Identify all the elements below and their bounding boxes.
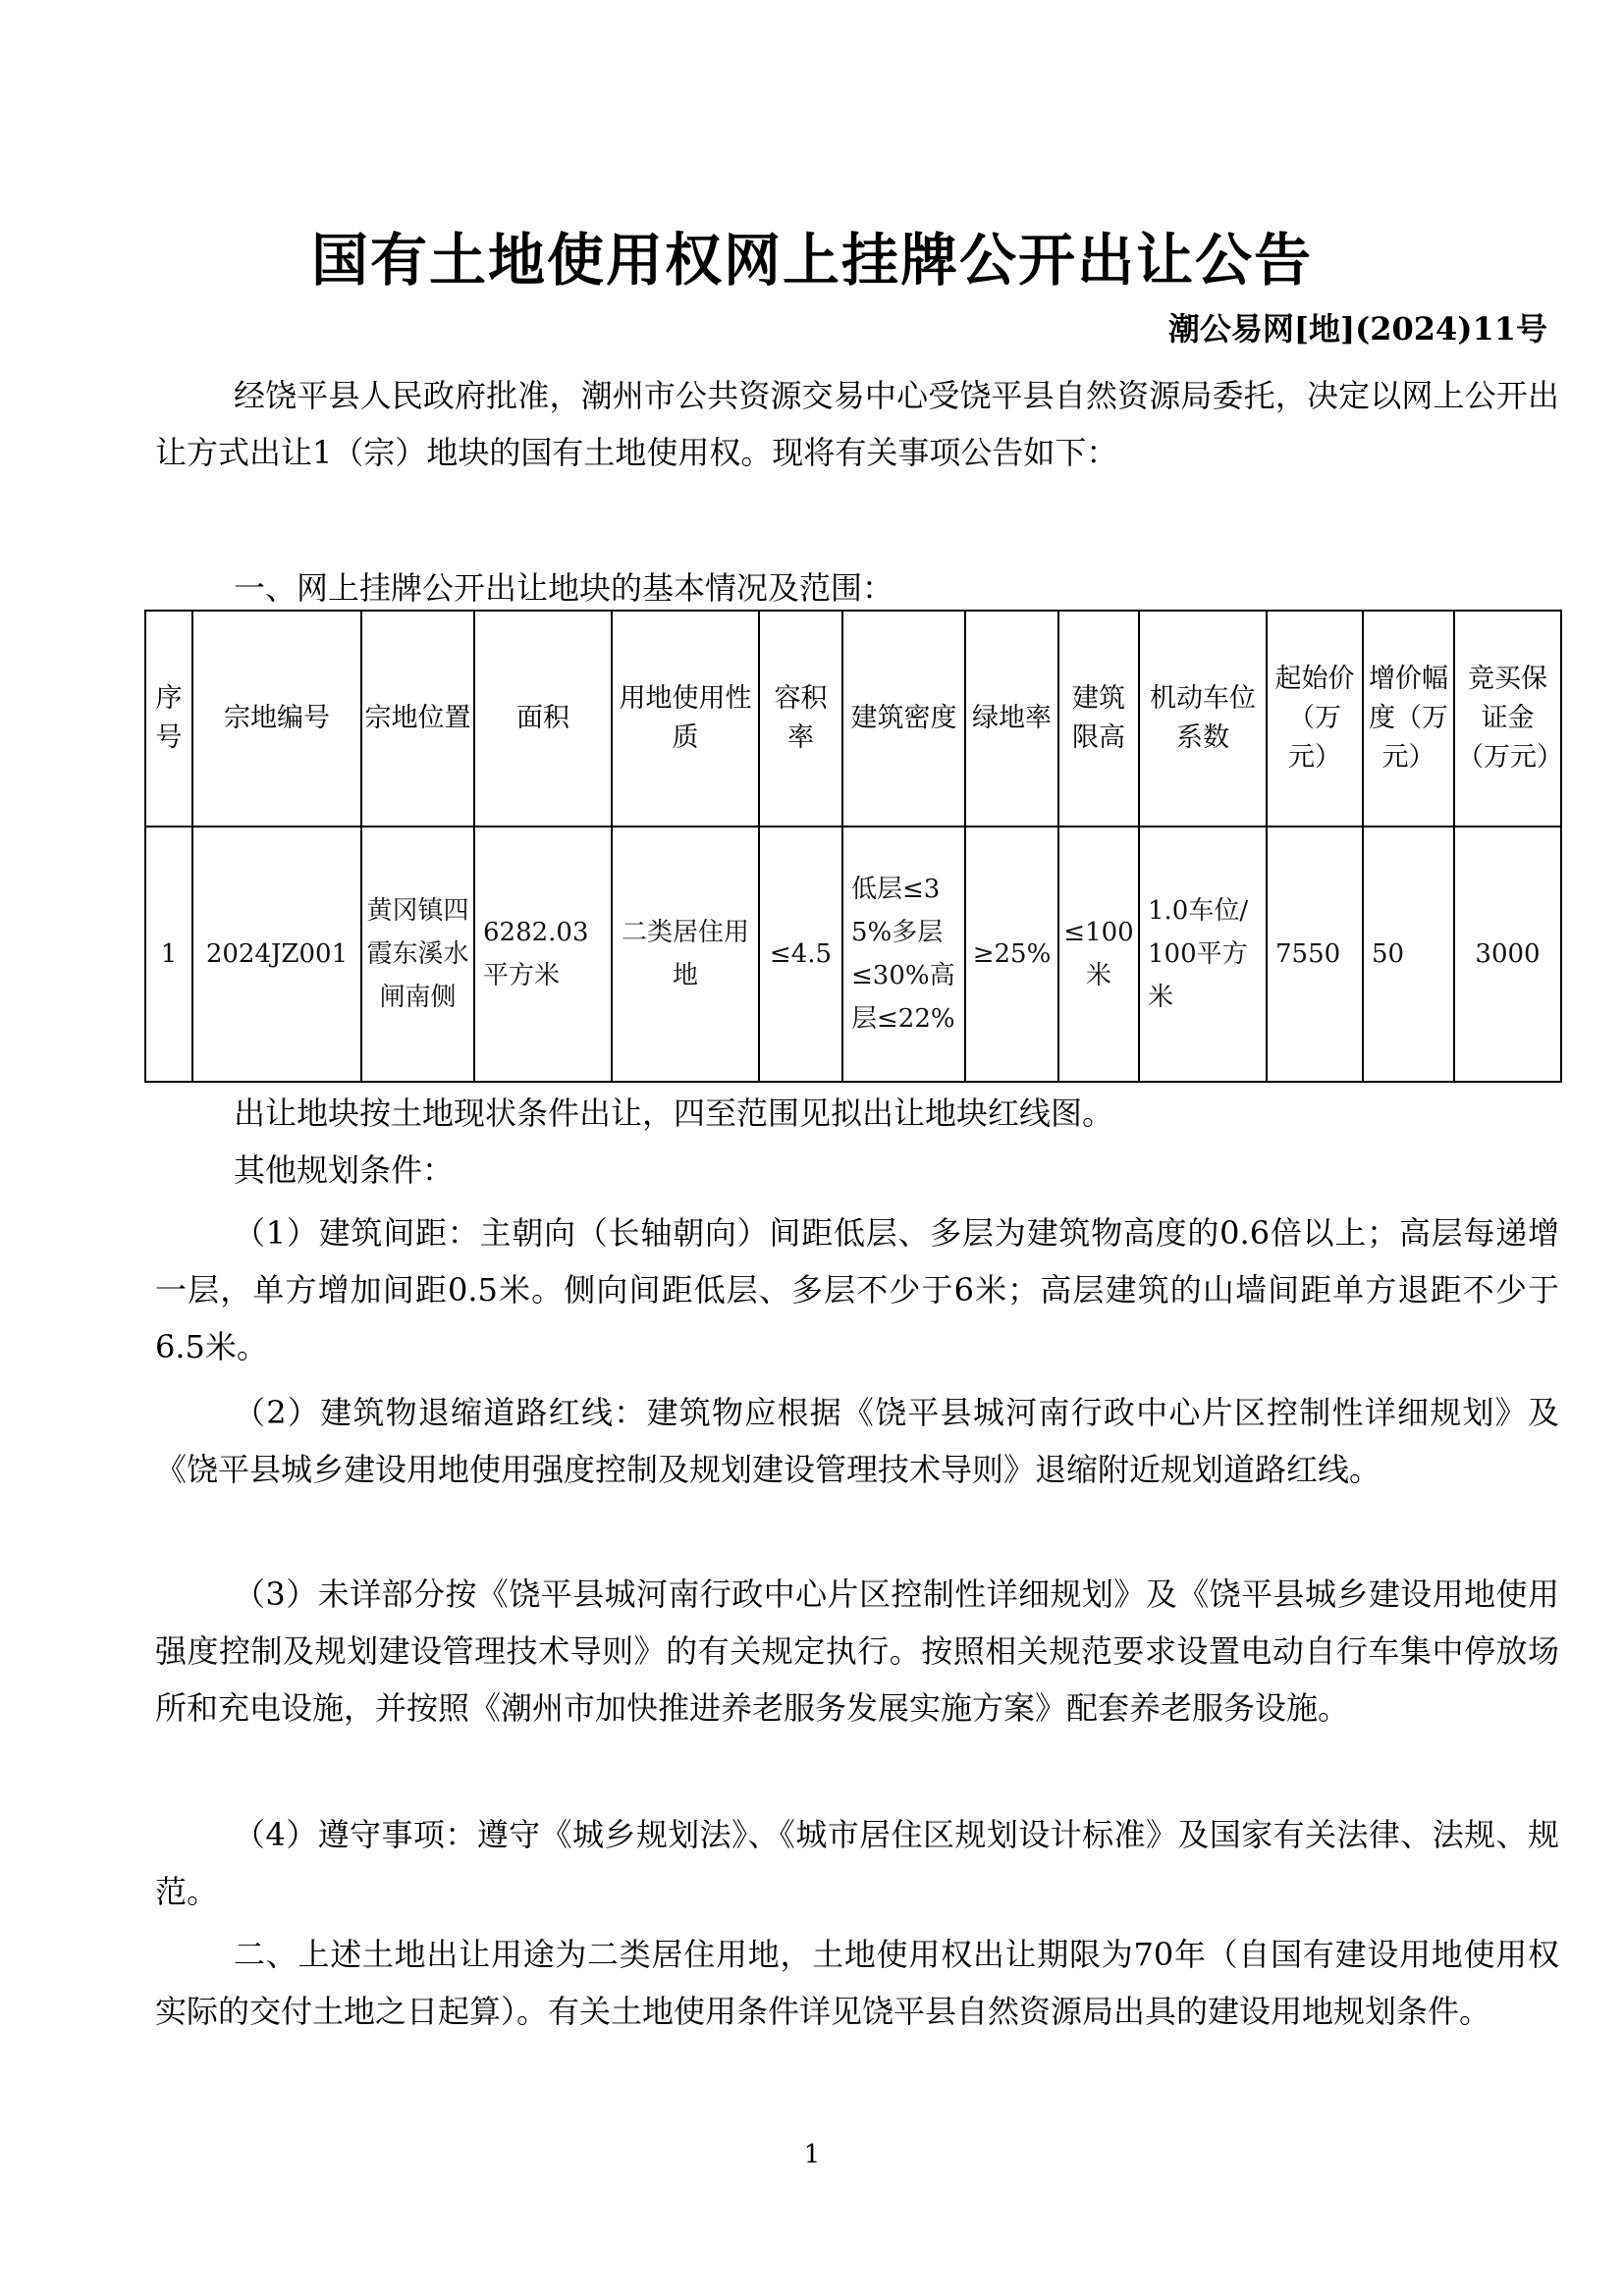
header-area: 面积 bbox=[474, 611, 612, 827]
cell-code: 2024JZ001 bbox=[192, 827, 361, 1082]
cell-density: 低层≤35%多层≤30%高层≤22% bbox=[842, 827, 965, 1082]
condition-2-setback: （2）建筑物退缩道路红线：建筑物应根据《饶平县城河南行政中心片区控制性详细规划》及《饶平县城乡建设用地使用强度控制及规划建设管理技术导则》退缩附近规划道路红线。 bbox=[155, 1394, 1559, 1488]
page-title: 国有土地使用权网上挂牌公开出让公告 bbox=[310, 227, 1313, 294]
condition-3-other: （3）未详部分按《饶平县城河南行政中心片区控制性详细规划》及《饶平县城乡建设用地使用强度控制及规划建设管理技术导则》的有关规定执行。按照相关规范要求设置电动自行车集中停放场所和充电设施，并按照《潮州市加快推进养老服务发展实施方案》配套养老服务设施。 bbox=[155, 1575, 1559, 1727]
document-number: 潮公易网[地](2024)11号 bbox=[1167, 310, 1547, 347]
transfer-condition-note: 出让地块按土地现状条件出让，四至范围见拟出让地块红线图。 bbox=[234, 1095, 1114, 1132]
cell-start-price: 7550 bbox=[1267, 827, 1363, 1082]
intro-paragraph: 经饶平县人民政府批准，潮州市公共资源交易中心受饶平县自然资源局委托，决定以网上公开出让方式出让1（宗）地块的国有土地使用权。现将有关事项公告如下： bbox=[155, 377, 1559, 471]
cell-area: 6282.03平方米 bbox=[474, 827, 612, 1082]
section-1-heading: 一、网上挂牌公开出让地块的基本情况及范围： bbox=[234, 569, 894, 607]
land-info-table bbox=[144, 610, 1562, 1083]
header-far: 容积率 bbox=[759, 611, 842, 827]
cell-location: 黄冈镇四霞东溪水闸南侧 bbox=[361, 827, 474, 1082]
condition-4-compliance: （4）遵守事项：遵守《城乡规划法》、《城市居住区规划设计标准》及国家有关法律、法规、规范。 bbox=[155, 1816, 1559, 1910]
header-increment: 增价幅度（万元） bbox=[1363, 611, 1454, 827]
header-height: 建筑限高 bbox=[1058, 611, 1139, 827]
cell-deposit: 3000 bbox=[1454, 827, 1561, 1082]
cell-parking: 1.0车位/100平方米 bbox=[1139, 827, 1267, 1082]
section-2-paragraph: 二、上述土地出让用途为二类居住用地，土地使用权出让期限为70年（自国有建设用地使用权实际的交付土地之日起算）。有关土地使用条件详见饶平县自然资源局出具的建设用地规划条件。 bbox=[155, 1936, 1559, 2030]
header-seq: 序号 bbox=[145, 611, 192, 827]
page-number: 1 bbox=[803, 2140, 821, 2169]
table-header-row bbox=[145, 611, 1561, 827]
header-location: 宗地位置 bbox=[361, 611, 474, 827]
header-density: 建筑密度 bbox=[842, 611, 965, 827]
cell-use: 二类居住用地 bbox=[612, 827, 759, 1082]
header-code: 宗地编号 bbox=[192, 611, 361, 827]
table-row bbox=[145, 827, 1561, 1082]
cell-height: ≤100米 bbox=[1058, 827, 1139, 1082]
other-conditions-heading: 其他规划条件： bbox=[234, 1151, 455, 1189]
cell-increment: 50 bbox=[1363, 827, 1454, 1082]
cell-green: ≥25% bbox=[965, 827, 1058, 1082]
cell-far: ≤4.5 bbox=[759, 827, 842, 1082]
condition-1-spacing: （1）建筑间距：主朝向（长轴朝向）间距低层、多层为建筑物高度的0.6倍以上；高层每递增一层，单方增加间距0.5米。侧向间距低层、多层不少于6米；高层建筑的山墙间距单方退距不少于6.5米。 bbox=[155, 1214, 1559, 1365]
header-use: 用地使用性质 bbox=[612, 611, 759, 827]
header-deposit: 竞买保证金（万元） bbox=[1454, 611, 1561, 827]
header-parking: 机动车位系数 bbox=[1139, 611, 1267, 827]
header-green: 绿地率 bbox=[965, 611, 1058, 827]
cell-seq: 1 bbox=[145, 827, 192, 1082]
header-start-price: 起始价（万元） bbox=[1267, 611, 1363, 827]
